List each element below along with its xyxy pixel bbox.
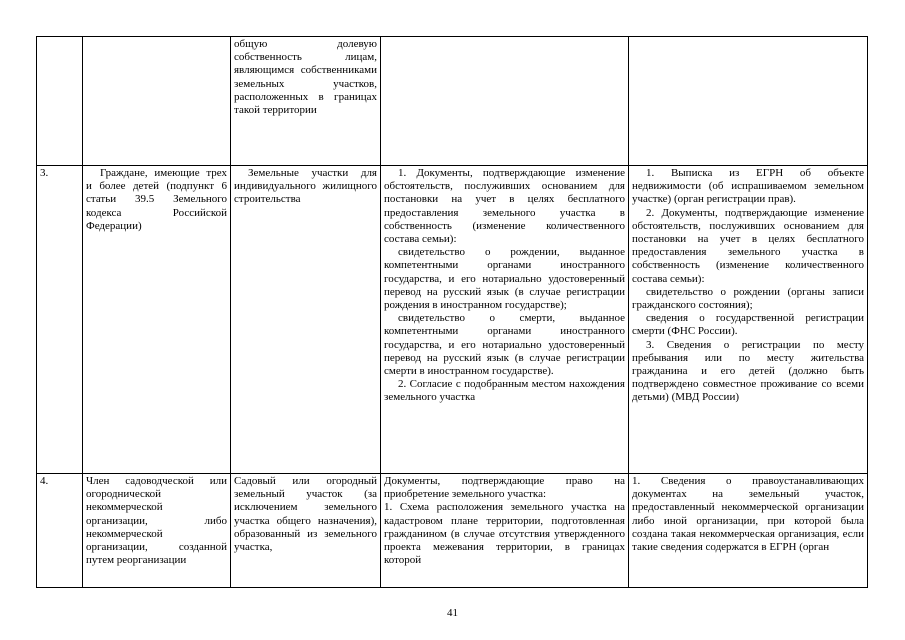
purpose-text: общую долевую собственность лицам, являющимся собственниками земельных участков, расположенных в границах такой территории — [234, 38, 377, 117]
requests-paragraph: 1. Выписка из ЕГРН об объекте недвижимости (об испрашиваемом земельном участке) (орган регистрации прав). — [632, 167, 864, 206]
purpose-text: Садовый или огородный земельный участок (за исключением земельного участка общего назначения), образованный из земельного участка, — [234, 475, 377, 554]
row-number-cell: 3. — [37, 166, 83, 474]
subject-cell — [83, 37, 231, 166]
documents-paragraph: свидетельство о смерти, выданное компетентными органами иностранного государства, и его нотариально удостоверенный перевод на русский язык (в случае регистрации смерти в иностранном государстве). — [384, 312, 625, 378]
documents-paragraph: Документы, подтверждающие право на приобретение земельного участка: — [384, 475, 625, 501]
requests-paragraph: 3. Сведения о регистрации по месту пребывания или по месту жительства гражданина и его детей (должно быть подтверждено совместное проживание со всеми детьми) (МВД России) — [632, 338, 864, 404]
table-row — [37, 474, 868, 588]
page-number: 41 — [447, 607, 458, 619]
purpose-cell — [231, 166, 381, 474]
documents-paragraph: 2. Согласие с подобранным местом нахождения земельного участка — [384, 378, 625, 404]
row-number-cell: 4. — [37, 474, 83, 588]
table-row — [37, 37, 868, 166]
table-row — [37, 166, 868, 474]
documents-cell — [381, 166, 629, 474]
documents-paragraph: 1. Документы, подтверждающие изменение обстоятельств, послуживших основанием для постановки на учет в целях бесплатного предоставления земельного участка в собственность (изменение количественного состава семьи): — [384, 167, 625, 246]
requests-cell — [629, 37, 868, 166]
purpose-text: Земельные участки для индивидуального жилищного строительства — [234, 167, 377, 206]
requests-paragraph: 1. Сведения о правоустанавливающих документах на земельный участок, предоставленный некоммерческой организации либо иной организации, при которой была создана такая некоммерческая организация, если такие сведения содержатся в ЕГРН (орган — [632, 475, 864, 554]
requests-cell — [629, 166, 868, 474]
subject-text: Член садоводческой или огороднической некоммерческой организации, либо некоммерческой организации, созданной путем реорганизации — [86, 475, 227, 567]
documents-cell — [381, 474, 629, 588]
subject-cell — [83, 166, 231, 474]
purpose-cell — [231, 474, 381, 588]
requests-paragraph: свидетельство о рождении (органы записи гражданского состояния); — [632, 285, 864, 312]
subject-cell — [83, 474, 231, 588]
subject-text: Граждане, имеющие трех и более детей (подпункт 6 статьи 39.5 Земельного кодекса Российской Федерации) — [86, 167, 227, 232]
document-table — [36, 36, 868, 588]
requests-cell — [629, 474, 868, 588]
documents-cell — [381, 37, 629, 166]
requests-paragraph: 2. Документы, подтверждающие изменение обстоятельств, послуживших основанием для постановки на учет в целях бесплатного предоставления земельного участка в собственность (изменение количественного состава семьи): — [632, 206, 864, 285]
purpose-cell — [231, 37, 381, 166]
row-number-cell — [37, 37, 83, 166]
documents-paragraph: свидетельство о рождении, выданное компетентными органами иностранного государства, и его нотариально удостоверенный перевод на русский язык (в случае регистрации рождения в иностранном государстве); — [384, 246, 625, 312]
requests-paragraph: сведения о государственной регистрации смерти (ФНС России). — [632, 312, 864, 338]
documents-paragraph: 1. Схема расположения земельного участка на кадастровом плане территории, подготовленная гражданином (в случае отсутствия утвержденного проекта межевания территории, в границах которой — [384, 501, 625, 567]
